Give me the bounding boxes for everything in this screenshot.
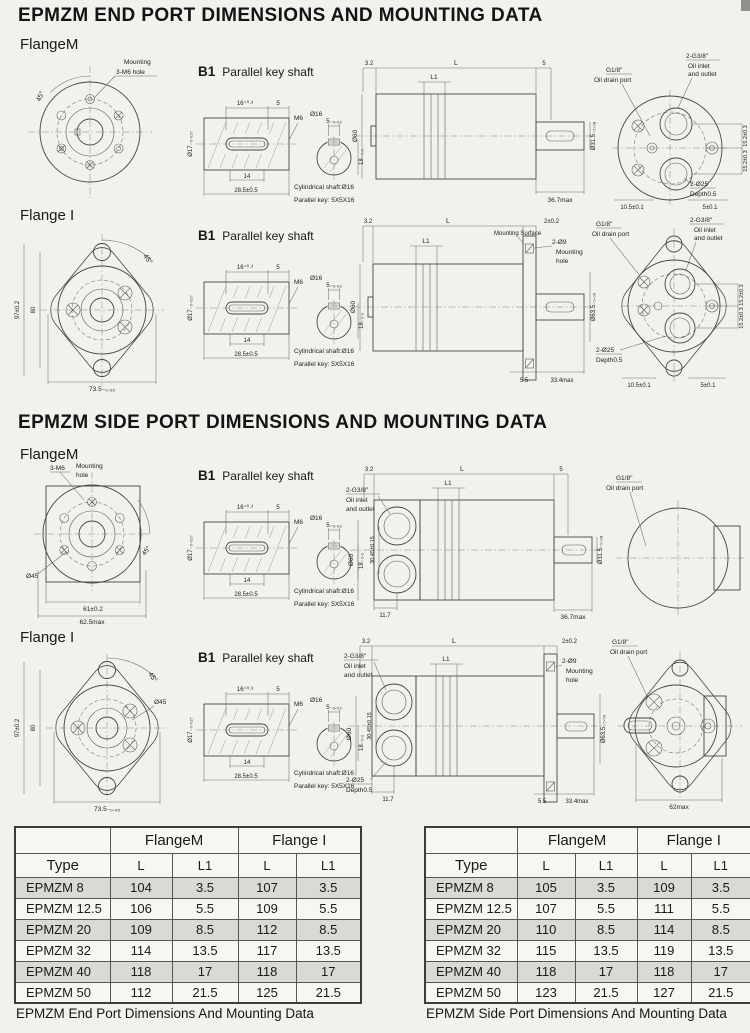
dim-label: M6 bbox=[294, 701, 304, 708]
port-label: 2-G3/8" bbox=[346, 487, 369, 494]
group-header-flangei: Flange I bbox=[637, 827, 750, 853]
table-row bbox=[425, 877, 750, 898]
dim-label: 16⁺⁰·³ bbox=[236, 265, 254, 271]
value-cell: 109 bbox=[637, 877, 691, 898]
side-port-title: EPMZM SIDE PORT DIMENSIONS AND MOUNTING DATA bbox=[18, 412, 548, 433]
group-header-flangem: FlangeM bbox=[110, 827, 238, 853]
group-header-flangei: Flange I bbox=[238, 827, 361, 853]
mounting-hole-label: hole bbox=[566, 677, 579, 684]
dim-label: 15.2±0.3 bbox=[739, 284, 745, 306]
end-port-flangei-front-drawing bbox=[12, 222, 187, 392]
value-cell: 17 bbox=[691, 961, 750, 982]
dim-label: 10.5±0.1 bbox=[627, 383, 651, 389]
value-cell: 118 bbox=[238, 961, 296, 982]
port-label: 2-Ø25 bbox=[346, 777, 365, 784]
shaft-section bbox=[196, 282, 297, 334]
dim-label: 30.45±0.15 bbox=[367, 712, 373, 740]
dim-label: Ø31.5₋₀.₀₈ bbox=[598, 535, 604, 565]
dim-label: 80 bbox=[31, 724, 37, 732]
dim-label: 15.2±0.3 bbox=[743, 150, 749, 172]
corner-cell bbox=[15, 827, 110, 853]
col-header-l1: L1 bbox=[575, 853, 637, 877]
value-cell: 21.5 bbox=[172, 982, 238, 1003]
dim-label: 5₋₀.₀₃ bbox=[326, 283, 342, 289]
dim-label: Ø60 bbox=[346, 727, 353, 741]
dim-label: 14 bbox=[243, 578, 251, 584]
value-cell: 5.5 bbox=[172, 898, 238, 919]
cylindrical-shaft-note: Cylindrical shaft:Ø16 bbox=[294, 770, 354, 777]
dim-label: L bbox=[460, 466, 464, 473]
b1-heading-1: B1 Parallel key shaft bbox=[198, 64, 314, 79]
table-row bbox=[15, 982, 361, 1003]
end-port-caption: EPMZM End Port Dimensions And Mounting Data bbox=[16, 1006, 314, 1021]
value-cell: 21.5 bbox=[296, 982, 361, 1003]
dim-label: 10.5±0.1 bbox=[620, 205, 644, 211]
m6-label: 3-M6 bbox=[50, 465, 65, 472]
side-port-flangei-end-drawing bbox=[610, 634, 750, 812]
dim-label: 15.2±0.3 bbox=[739, 307, 745, 329]
port-label: Depth0.5 bbox=[596, 357, 623, 364]
value-cell: 3.5 bbox=[172, 877, 238, 898]
table-row bbox=[425, 982, 750, 1003]
port-label: Oil inlet bbox=[346, 497, 368, 504]
value-cell: 114 bbox=[637, 919, 691, 940]
corner-cell bbox=[425, 827, 517, 853]
subheader-row bbox=[425, 853, 750, 877]
value-cell: 5.5 bbox=[296, 898, 361, 919]
end-port-flangem-front-drawing bbox=[12, 52, 172, 207]
dim-label: Ø17₋₀.₀₂₇ bbox=[188, 717, 194, 743]
value-cell: 21.5 bbox=[691, 982, 750, 1003]
dim-label: Ø16 bbox=[310, 697, 323, 704]
dim-label: 45° bbox=[35, 90, 47, 103]
flange-i-label-2: Flange I bbox=[20, 629, 75, 646]
type-cell: EPMZM 12.5 bbox=[15, 898, 110, 919]
dim-label: 5 bbox=[276, 687, 280, 693]
dim-label: Ø16 bbox=[310, 111, 323, 118]
flange-m-label-1: FlangeM bbox=[20, 36, 79, 53]
parallel-key-note: Parallel key: 5X5X16 bbox=[294, 783, 355, 790]
dim-label: 16⁺⁰·³ bbox=[236, 505, 254, 511]
dim-label: 5 bbox=[559, 467, 563, 473]
dim-label: 5 bbox=[276, 265, 280, 271]
dim-label: 62.5max bbox=[79, 619, 105, 626]
dim-label: 14 bbox=[243, 174, 251, 180]
value-cell: 107 bbox=[238, 877, 296, 898]
dim-label: L bbox=[446, 218, 450, 225]
dim-label: 5.5 bbox=[537, 799, 547, 805]
dim-label: 73.5₋₀.₀₅ bbox=[94, 806, 120, 813]
table-row bbox=[425, 919, 750, 940]
dim-label: 5₋₀.₀₃ bbox=[326, 119, 342, 125]
dim-label: 16⁺⁰·³ bbox=[236, 687, 254, 693]
type-cell: EPMZM 40 bbox=[425, 961, 517, 982]
port-label: G1/8" bbox=[606, 67, 623, 74]
table-row bbox=[15, 961, 361, 982]
dim-label: 5±0.1 bbox=[702, 205, 718, 211]
parallel-key-note: Parallel key: 5X5X16 bbox=[294, 197, 355, 204]
dim-label: L1 bbox=[442, 656, 450, 663]
cylindrical-shaft-note: Cylindrical shaft:Ø16 bbox=[294, 184, 354, 191]
port-label: Oil drain port bbox=[610, 649, 648, 656]
value-cell: 3.5 bbox=[296, 877, 361, 898]
group-header-row bbox=[15, 827, 361, 853]
dim-label: 28.5±0.5 bbox=[234, 352, 258, 358]
table-row bbox=[15, 919, 361, 940]
dim-label: L bbox=[452, 638, 456, 645]
dim-label: 2±0.2 bbox=[544, 219, 559, 225]
cylindrical-shaft-note: Cylindrical shaft:Ø16 bbox=[294, 348, 354, 355]
table-row bbox=[15, 877, 361, 898]
dim-label: 30.45±0.15 bbox=[370, 536, 376, 564]
end-port-flangem-side-drawing bbox=[348, 52, 598, 207]
dim-label: 33.4max bbox=[565, 799, 589, 805]
dim-label: Ø60 bbox=[348, 553, 355, 567]
dim-label: 18₋₀.₁ bbox=[359, 734, 365, 752]
dim-label: 62max bbox=[669, 804, 689, 811]
port-label: 2-G3/8" bbox=[686, 53, 709, 60]
port-label: Depth0.5 bbox=[346, 787, 373, 794]
port-label: Depth0.5 bbox=[690, 191, 717, 198]
dim-label: 5 bbox=[276, 101, 280, 107]
dim-label: 28.5±0.5 bbox=[234, 188, 258, 194]
col-header-l1: L1 bbox=[296, 853, 361, 877]
dim-label: 61±0.2 bbox=[83, 606, 103, 613]
cylindrical-shaft-note: Cylindrical shaft:Ø16 bbox=[294, 588, 354, 595]
col-header-l1: L1 bbox=[691, 853, 750, 877]
mounting-hole-label: 2-Ø9 bbox=[552, 239, 567, 246]
dim-label: 3.2 bbox=[363, 219, 373, 225]
value-cell: 125 bbox=[238, 982, 296, 1003]
port-label: 2-Ø25 bbox=[690, 181, 709, 188]
dim-label: 11.7 bbox=[379, 613, 391, 619]
dim-label: Ø63.5₋₀.₀₆ bbox=[591, 292, 597, 322]
type-cell: EPMZM 20 bbox=[15, 919, 110, 940]
dim-label: Ø60 bbox=[350, 300, 357, 314]
value-cell: 118 bbox=[517, 961, 575, 982]
end-port-flangem-end-drawing bbox=[592, 48, 750, 213]
side-port-table bbox=[424, 826, 750, 1004]
parallel-key-note: Parallel key: 5X5X16 bbox=[294, 361, 355, 368]
b1-heading-3: B1 Parallel key shaft bbox=[198, 468, 314, 483]
port-label: G1/8" bbox=[596, 221, 613, 228]
dim-label: 97±0.2 bbox=[15, 718, 21, 738]
table-row bbox=[425, 898, 750, 919]
dim-label: 5₋₀.₀₃ bbox=[326, 523, 342, 529]
col-header-l: L bbox=[517, 853, 575, 877]
shaft-section bbox=[196, 704, 297, 756]
dim-label: 36.7max bbox=[547, 197, 573, 204]
dim-label: 73.5₋₀.₀₅ bbox=[89, 386, 115, 393]
mounting-label: Mounting bbox=[124, 59, 151, 66]
dim-label: 2±0.2 bbox=[562, 639, 577, 645]
value-cell: 5.5 bbox=[575, 898, 637, 919]
value-cell: 3.5 bbox=[575, 877, 637, 898]
value-cell: 105 bbox=[517, 877, 575, 898]
mounting-hole-label: hole bbox=[556, 258, 569, 265]
dim-label: 45° bbox=[146, 671, 159, 684]
end-port-flangei-end-drawing bbox=[592, 212, 750, 390]
side-port-caption: EPMZM Side Port Dimensions And Mounting Data bbox=[426, 1006, 727, 1021]
side-port-flangei-front-drawing bbox=[12, 642, 197, 812]
value-cell: 13.5 bbox=[575, 940, 637, 961]
dim-label: 18₋₀.₁ bbox=[359, 312, 365, 330]
value-cell: 111 bbox=[637, 898, 691, 919]
side-port-flangem-end-drawing bbox=[606, 470, 750, 625]
dim-label: 18₋₀.₁ bbox=[359, 148, 365, 166]
dim-label: 36.7max bbox=[560, 614, 586, 621]
value-cell: 118 bbox=[637, 961, 691, 982]
b1-heading-4: B1 Parallel key shaft bbox=[198, 650, 314, 665]
dim-label: 14 bbox=[243, 760, 251, 766]
dim-label: 11.7 bbox=[382, 797, 394, 803]
table-row bbox=[15, 940, 361, 961]
dim-label: L1 bbox=[430, 74, 438, 81]
shaft-section bbox=[196, 118, 297, 170]
port-label: Oil drain port bbox=[592, 231, 630, 238]
scan-artifact bbox=[741, 0, 750, 11]
type-cell: EPMZM 40 bbox=[15, 961, 110, 982]
port-label: 2-G3/8" bbox=[690, 217, 713, 224]
port-label: Oil drain port bbox=[606, 485, 644, 492]
table-row bbox=[425, 940, 750, 961]
value-cell: 106 bbox=[110, 898, 172, 919]
value-cell: 117 bbox=[238, 940, 296, 961]
value-cell: 112 bbox=[238, 919, 296, 940]
mounting-hole-label: Mounting bbox=[556, 249, 583, 256]
dim-label: 97±0.2 bbox=[15, 300, 21, 320]
value-cell: 13.5 bbox=[172, 940, 238, 961]
port-label: and outlet bbox=[344, 672, 373, 679]
value-cell: 114 bbox=[110, 940, 172, 961]
mounting-label: Mounting bbox=[76, 463, 103, 470]
col-header-l: L bbox=[238, 853, 296, 877]
dim-label: 18₋₀.₁ bbox=[359, 552, 365, 570]
end-port-title: EPMZM END PORT DIMENSIONS AND MOUNTING DATA bbox=[18, 5, 543, 26]
port-label: and outlet bbox=[346, 506, 375, 513]
port-label: Oil inlet bbox=[344, 663, 366, 670]
value-cell: 8.5 bbox=[172, 919, 238, 940]
group-header-flangem: FlangeM bbox=[517, 827, 637, 853]
side-port-flangei-side-drawing bbox=[344, 634, 610, 809]
b1-heading-2: B1 Parallel key shaft bbox=[198, 228, 314, 243]
table-row bbox=[15, 898, 361, 919]
dim-label: 3.2 bbox=[364, 467, 374, 473]
value-cell: 17 bbox=[575, 961, 637, 982]
table-row bbox=[425, 961, 750, 982]
dim-label: L bbox=[454, 60, 458, 67]
parallel-key-note: Parallel key: 5X5X16 bbox=[294, 601, 355, 608]
value-cell: 13.5 bbox=[691, 940, 750, 961]
col-header-l: L bbox=[637, 853, 691, 877]
value-cell: 123 bbox=[517, 982, 575, 1003]
dim-label: Ø16 bbox=[310, 515, 323, 522]
dim-label: Ø45 bbox=[26, 573, 39, 580]
value-cell: 127 bbox=[637, 982, 691, 1003]
value-cell: 21.5 bbox=[575, 982, 637, 1003]
type-cell: EPMZM 50 bbox=[425, 982, 517, 1003]
mounting-surface-label: Mounting Surface bbox=[494, 231, 542, 237]
mounting-hole-label: Mounting bbox=[566, 668, 593, 675]
end-port-table bbox=[14, 826, 362, 1004]
value-cell: 118 bbox=[110, 961, 172, 982]
shaft-cross-section bbox=[317, 300, 351, 344]
type-cell: EPMZM 12.5 bbox=[425, 898, 517, 919]
dim-label: Ø60 bbox=[352, 129, 359, 143]
mounting-label: hole bbox=[76, 472, 89, 479]
dim-label: Ø17₋₀.₀₂₇ bbox=[188, 295, 194, 321]
dim-label: M6 bbox=[294, 519, 304, 526]
flange-i-label-1: Flange I bbox=[20, 207, 75, 224]
col-header-l1: L1 bbox=[172, 853, 238, 877]
type-cell: EPMZM 8 bbox=[15, 877, 110, 898]
value-cell: 8.5 bbox=[575, 919, 637, 940]
value-cell: 115 bbox=[517, 940, 575, 961]
port-label: 2-Ø25 bbox=[596, 347, 615, 354]
end-port-table-body bbox=[15, 877, 361, 1003]
dim-label: 28.5±0.5 bbox=[234, 774, 258, 780]
value-cell: 110 bbox=[517, 919, 575, 940]
dim-label: Ø31.5₋₀.₀₈ bbox=[591, 121, 597, 151]
dim-label: 45° bbox=[140, 545, 153, 558]
port-label: and outlet bbox=[688, 71, 717, 78]
mounting-hole-label: 2-Ø9 bbox=[562, 658, 577, 665]
type-cell: EPMZM 32 bbox=[425, 940, 517, 961]
port-label: G1/8" bbox=[612, 639, 629, 646]
port-label: 2-G3/8" bbox=[344, 653, 367, 660]
value-cell: 13.5 bbox=[296, 940, 361, 961]
end-port-flangei-side-drawing bbox=[348, 212, 596, 390]
value-cell: 104 bbox=[110, 877, 172, 898]
port-label: G1/8" bbox=[616, 475, 633, 482]
dim-label: 3.2 bbox=[361, 639, 371, 645]
value-cell: 109 bbox=[110, 919, 172, 940]
dim-label: Ø45 bbox=[154, 699, 167, 706]
side-port-flangem-front-drawing bbox=[12, 460, 182, 625]
dim-label: 5₋₀.₀₃ bbox=[326, 705, 342, 711]
dim-label: 3.2 bbox=[364, 61, 374, 67]
dim-label: 33.4max bbox=[550, 378, 574, 384]
value-cell: 5.5 bbox=[691, 898, 750, 919]
dim-label: L1 bbox=[422, 238, 430, 245]
value-cell: 17 bbox=[296, 961, 361, 982]
type-header: Type bbox=[425, 853, 517, 877]
port-label: Oil inlet bbox=[688, 63, 710, 70]
type-cell: EPMZM 8 bbox=[425, 877, 517, 898]
group-header-row bbox=[425, 827, 750, 853]
shaft-cross-section bbox=[317, 136, 351, 180]
type-header: Type bbox=[15, 853, 110, 877]
side-port-table-body bbox=[425, 877, 750, 1003]
dim-label: 5.5 bbox=[519, 378, 529, 384]
port-label: Oil inlet bbox=[694, 227, 716, 234]
dim-label: 15.2±0.3 bbox=[743, 125, 749, 147]
shaft-detail-drawing-1 bbox=[182, 78, 372, 208]
dim-label: 80 bbox=[31, 306, 37, 314]
value-cell: 107 bbox=[517, 898, 575, 919]
m6-hole-label: 3-M6 hole bbox=[116, 69, 145, 76]
value-cell: 112 bbox=[110, 982, 172, 1003]
subheader-row bbox=[15, 853, 361, 877]
value-cell: 109 bbox=[238, 898, 296, 919]
dim-label: 45° bbox=[141, 253, 154, 266]
dim-label: Ø17₋₀.₀₂₇ bbox=[188, 131, 194, 157]
dim-label: Ø63.5₋₀.₀₆ bbox=[601, 714, 607, 744]
shaft-section bbox=[196, 522, 297, 574]
dim-label: Ø17₋₀.₀₂₇ bbox=[188, 535, 194, 561]
dim-label: M6 bbox=[294, 115, 304, 122]
port-label: and outlet bbox=[694, 235, 723, 242]
dim-label: 5 bbox=[276, 505, 280, 511]
type-cell: EPMZM 20 bbox=[425, 919, 517, 940]
shaft-detail-drawing-2 bbox=[182, 242, 372, 372]
port-label: Oil drain port bbox=[594, 77, 632, 84]
col-header-l: L bbox=[110, 853, 172, 877]
value-cell: 17 bbox=[172, 961, 238, 982]
dim-label: Ø16 bbox=[310, 275, 323, 282]
flange-m-label-2: FlangeM bbox=[20, 446, 79, 463]
dim-label: 14 bbox=[243, 338, 251, 344]
side-port-flangem-side-drawing bbox=[344, 462, 606, 622]
dim-label: M6 bbox=[294, 279, 304, 286]
dim-label: L1 bbox=[444, 480, 452, 487]
value-cell: 8.5 bbox=[691, 919, 750, 940]
dim-label: 16⁺⁰·³ bbox=[236, 101, 254, 107]
dim-label: 5 bbox=[542, 61, 546, 67]
value-cell: 3.5 bbox=[691, 877, 750, 898]
value-cell: 8.5 bbox=[296, 919, 361, 940]
dim-label: 28.5±0.5 bbox=[234, 592, 258, 598]
value-cell: 119 bbox=[637, 940, 691, 961]
dim-label: 5±0.1 bbox=[700, 383, 716, 389]
type-cell: EPMZM 32 bbox=[15, 940, 110, 961]
type-cell: EPMZM 50 bbox=[15, 982, 110, 1003]
